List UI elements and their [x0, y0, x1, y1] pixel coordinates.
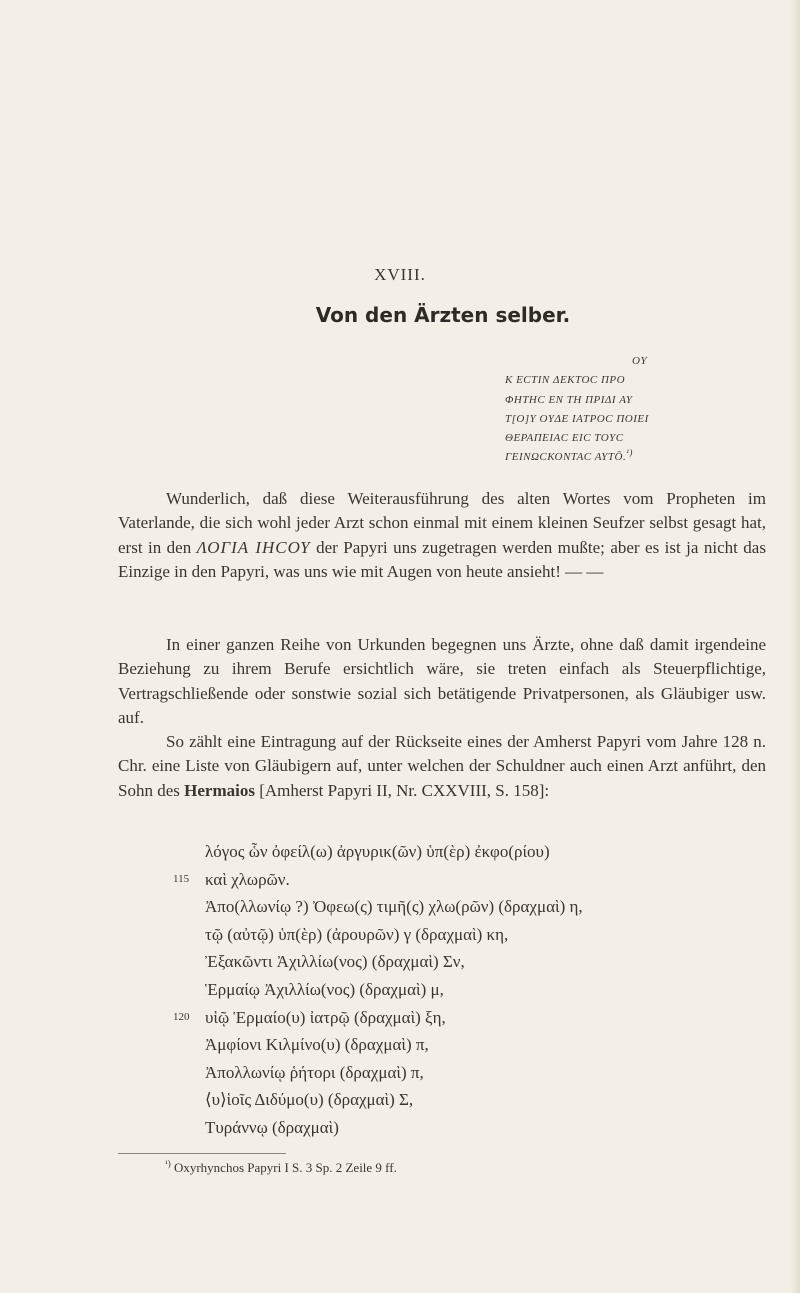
page-spine-shadow [790, 0, 800, 1293]
greek-line [165, 1004, 765, 1032]
epigraph-quote [505, 352, 765, 468]
footnote-text: Oxyrhynchos Papyri I S. 3 Sp. 2 Zeile 9 ff. [173, 1160, 397, 1175]
line-number: 120 [173, 1010, 190, 1023]
greek-line-text: λόγος ὧν ὀφείλ(ω) ἀργυρικ(ῶν) ὑπ(ὲρ) ἐκφο(ρίου) [205, 842, 550, 861]
greek-line [165, 976, 765, 1004]
paragraph-text: [Amherst Papyri II, Nr. CXXVIII, S. 158]: [259, 780, 550, 800]
greek-line [165, 948, 765, 976]
greek-line-text: Τυράννῳ (δραχμαὶ) [205, 1117, 339, 1137]
greek-line [165, 893, 765, 921]
paragraph-text: der Papyri uns zugetragen werden mußte; aber es ist ja nicht das Einzige in den Papyri, was uns wie mit Augen von heute ansieht! — — [118, 537, 766, 581]
line-number: 115 [173, 872, 190, 885]
greek-line [165, 1031, 765, 1059]
footnote-reference: ¹) [626, 447, 633, 458]
logia-title: ΛΟΓΙΑ ΙΗCΟΥ [196, 537, 311, 557]
greek-line [165, 1114, 765, 1142]
footnote [165, 1160, 397, 1176]
greek-line [165, 1059, 765, 1087]
greek-line [165, 1086, 765, 1114]
greek-line [165, 866, 765, 894]
greek-line [165, 838, 765, 866]
quote-line: ΓΕΙΝΩCΚΟΝΤΑC AYTŌ. [505, 451, 627, 464]
chapter-number: XVIII. [374, 265, 426, 284]
paragraph-body [118, 633, 766, 803]
greek-line-text: Ἀπολλωνίῳ ῥήτορι (δραχμαὶ) π, [205, 1062, 424, 1082]
greek-line [165, 921, 765, 949]
quote-line: T[O]Y OYΔE IATPOC ΠΟΙΕΙ [505, 412, 649, 425]
greek-line-text: Ἐξακῶντι Ἀχιλλίω(νος) (δραχμαὶ) Σν, [205, 952, 465, 972]
quote-line: ΦΗΤΗC EN TH ΠΡΙΔΙ AY [505, 393, 633, 406]
paragraph-intro [118, 487, 766, 584]
footnote-divider [118, 1153, 286, 1154]
chapter-title: Von den Ärzten selber. [315, 303, 571, 327]
greek-line-text: τῷ (αὐτῷ) ὑπ(ὲρ) (ἀρουρῶν) γ (δραχμαὶ) κη, [205, 924, 509, 944]
name-hermaios: Hermaios [184, 780, 255, 800]
greek-line-text: Ἀμφίονι Κιλμίνο(υ) (δραχμαὶ) π, [205, 1035, 429, 1055]
greek-line-text: καὶ χλωρῶν. [205, 869, 290, 889]
paragraph-physicians: In einer ganzen Reihe von Urkunden begegnen uns Ärzte, ohne daß damit irgendeine Beziehung zu ihrem Berufe ersichtlich wäre, sie treten einfach als Steuerpflichtige, Vertragschließende oder sonstwie sozial sich betätigende Privatpersonen, als Gläubiger usw. auf. [118, 635, 766, 727]
greek-papyrus-text [165, 838, 765, 1142]
footnote-mark: ¹) [165, 1158, 171, 1169]
greek-line-text: υἱῷ Ἑρμαίο(υ) ἰατρῷ (δραχμαὶ) ξη, [205, 1007, 446, 1027]
quote-line: OY [632, 355, 648, 367]
quote-line-last [505, 448, 765, 467]
greek-line-text: ⟨υ⟩ἱοῖς Διδύμο(υ) (δραχμαὶ) Σ, [205, 1090, 414, 1110]
greek-line-text: Ἀπο(λλωνίῳ ?) Ὀφεω(ς) τιμῆ(ς) χλω(ρῶν) (δραχμαὶ) η, [205, 897, 583, 917]
greek-line-text: Ἑρμαίῳ Ἀχιλλίω(νος) (δραχμαὶ) μ, [205, 979, 444, 999]
paragraph-text: Wunderlich, daß diese Weiterausführung des alten Wortes vom Propheten im Vaterlande, die sich wohl jeder Arzt schon einmal mit einem kleinen Seufzer selbst gesagt hat, erst in den [118, 489, 766, 557]
quote-line: K ECTIN ΔΕΚΤΟC ΠΡΟ [505, 374, 626, 387]
quote-line: ΘΕΡΑΠΕΙΑC EIC TOYC [505, 432, 624, 445]
paragraph-text: So zählt eine Eintragung auf der Rückseite eines der Amherst Papyri vom Jahre 128 n. Chr. eine Liste von Gläubigern auf, unter welchen der Schuldner auch einen Arzt anführt, den Sohn des [118, 732, 766, 800]
